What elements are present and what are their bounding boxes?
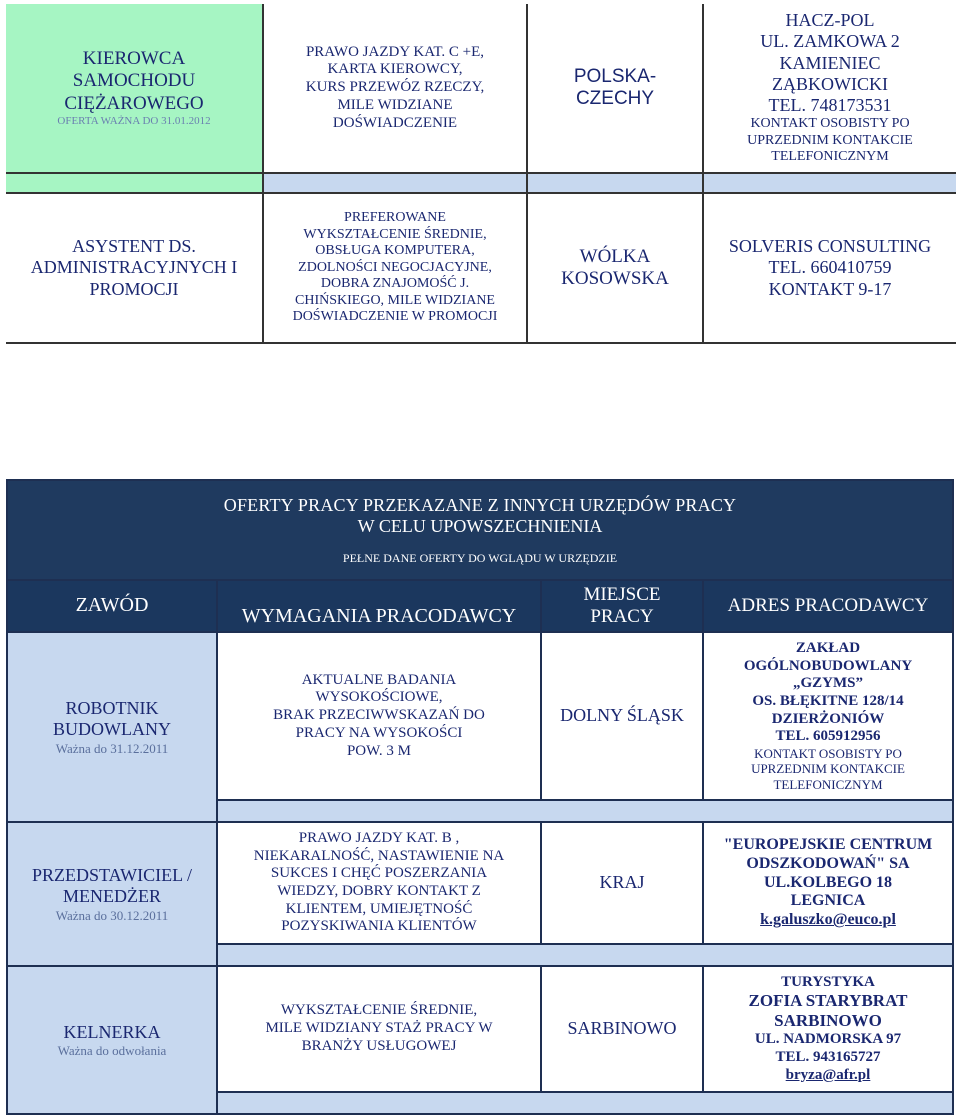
- contact-line: ZAKŁAD: [795, 639, 861, 656]
- table-row-address: [704, 967, 952, 1091]
- requirement-line: BRANŻY USŁUGOWEJ: [301, 1037, 457, 1054]
- spacer-row: [6, 174, 262, 192]
- requirement-line: KLIENTEM, UMIEJĘTNOŚĆ: [285, 900, 473, 917]
- contact-line: KONTAKT 9-17: [768, 278, 892, 299]
- requirement-line: WYSOKOŚCIOWE,: [315, 689, 443, 706]
- validity-date: Ważna do 31.12.2011: [55, 740, 169, 756]
- transferred-offers-table: [6, 479, 954, 1115]
- table-row-occupation: [8, 823, 216, 965]
- contact-line: UL. NADMORSKA 97: [754, 1031, 902, 1048]
- row-spacer: [218, 801, 952, 821]
- table-row-requirements: [218, 633, 540, 799]
- offer-title-line: SAMOCHODU: [72, 70, 196, 92]
- location-value: SARBINOWO: [567, 1018, 677, 1039]
- location-value: KRAJ: [599, 872, 645, 893]
- requirement-line: WYKSZTAŁCENIE ŚREDNIE,: [303, 226, 487, 242]
- validity-date: Ważna do odwołania: [57, 1042, 167, 1058]
- requirement-line: MILE WIDZIANE: [337, 96, 453, 113]
- contact-note-line: UPRZEDNIM KONTAKCIE: [751, 761, 905, 777]
- table-row-address: [704, 633, 952, 799]
- occupation-title: KELNERKA: [63, 1021, 161, 1042]
- row-spacer: [218, 945, 952, 965]
- validity-date: Ważna do 30.12.2011: [55, 907, 169, 923]
- offer-title-cell: [6, 194, 262, 342]
- row-spacer: [218, 1093, 952, 1113]
- contact-line: TEL. 660410759: [768, 257, 892, 278]
- table-row-location: [542, 967, 702, 1091]
- requirement-line: NIEKARALNOŚĆ, NASTAWIENIE NA: [253, 847, 505, 864]
- requirement-line: PRACY NA WYSOKOŚCI: [295, 724, 463, 741]
- requirement-line: PRAWO JAZDY KAT. C +E,: [305, 43, 485, 60]
- contact-line: KAMIENIEC: [779, 52, 881, 73]
- contact-line: TEL. 605912956: [775, 728, 881, 745]
- column-header-label: ZAWÓD: [75, 594, 149, 617]
- contact-line: LEGNICA: [790, 892, 866, 910]
- requirement-line: KURS PRZEWÓZ RZECZY,: [305, 79, 485, 96]
- contact-line: ZĄBKOWICKI: [772, 73, 888, 94]
- contact-line: TEL. 748173531: [768, 95, 892, 116]
- occupation-title: MENEDŻER: [63, 886, 161, 907]
- requirement-line: ZDOLNOŚCI NEGOCJACYJNE,: [298, 259, 492, 275]
- section-subheading: PEŁNE DANE OFERTY DO WGLĄDU W URZĘDZIE: [342, 551, 618, 566]
- contact-note-line: TELEFONICZNYM: [771, 149, 889, 165]
- offer-title-line: PROMOCJI: [89, 278, 179, 299]
- table-row-location: [542, 823, 702, 943]
- requirement-line: SUKCES I CHĘĆ POSZERZANIA: [270, 865, 488, 882]
- spacer-row: [264, 174, 526, 192]
- contact-note-line: KONTAKT OSOBISTY PO: [754, 746, 902, 762]
- offer-location-cell: [528, 4, 702, 172]
- table-row-occupation: [8, 633, 216, 821]
- column-header-label: PRACY: [590, 606, 654, 627]
- occupation-title: ROBOTNIK: [65, 698, 159, 719]
- section-heading-line: OFERTY PRACY PRZEKAZANE Z INNYCH URZĘDÓW PRACY: [223, 494, 737, 515]
- email-link[interactable]: bryza@afr.pl: [785, 1066, 871, 1083]
- spacer-row: [704, 174, 956, 192]
- column-header-label: MIEJSCE: [583, 583, 661, 605]
- contact-line: UL.KOLBEGO 18: [763, 873, 893, 891]
- column-header-label: WYMAGANIA PRACODAWCY: [241, 605, 517, 628]
- requirement-line: PRAWO JAZDY KAT. B ,: [298, 829, 460, 846]
- column-header-location: [542, 581, 702, 631]
- offer-requirements-cell: [264, 194, 526, 342]
- top-offers-table: [6, 4, 956, 344]
- contact-line: ZOFIA STARYBRAT: [748, 991, 908, 1011]
- column-header-requirements: [218, 581, 540, 631]
- requirement-line: PREFEROWANE: [344, 210, 446, 226]
- contact-note-line: UPRZEDNIM KONTAKCIE: [747, 132, 913, 148]
- section-header: [8, 481, 952, 579]
- location-line: KOSOWSKA: [561, 268, 669, 289]
- section-heading-line: W CELU UPOWSZECHNIENIA: [357, 515, 603, 536]
- contact-line: TEL. 943165727: [775, 1049, 881, 1066]
- requirement-line: DOŚWIADCZENIE: [332, 114, 458, 131]
- requirement-line: POZYSKIWANIA KLIENTÓW: [281, 918, 477, 935]
- requirement-line: KARTA KIEROWCY,: [327, 61, 463, 78]
- offer-title-line: ASYSTENT DS.: [72, 236, 196, 257]
- location-line: WÓLKA: [579, 245, 651, 267]
- contact-line: "EUROPEJSKIE CENTRUM: [723, 835, 933, 853]
- requirement-line: WYKSZTAŁCENIE ŚREDNIE,: [280, 1002, 478, 1019]
- offer-validity: OFERTA WAŻNA DO 31.01.2012: [57, 115, 211, 128]
- requirement-line: MILE WIDZIANY STAŻ PRACY W: [265, 1020, 493, 1037]
- contact-line: OGÓLNOBUDOWLANY: [743, 657, 913, 674]
- table-row-address: [704, 823, 952, 943]
- spacer-row: [528, 174, 702, 192]
- requirement-line: DOBRA ZNAJOMOŚĆ J.: [320, 276, 470, 292]
- column-header-address: [704, 581, 952, 631]
- table-row-requirements: [218, 823, 540, 943]
- contact-note-line: KONTAKT OSOBISTY PO: [750, 116, 910, 132]
- contact-line: SOLVERIS CONSULTING: [728, 236, 932, 257]
- occupation-title: PRZEDSTAWICIEL /: [32, 865, 192, 886]
- requirement-line: WIEDZY, DOBRY KONTAKT Z: [277, 883, 481, 899]
- requirement-line: POW. 3 M: [346, 742, 412, 759]
- contact-line: UL. ZAMKOWA 2: [760, 31, 900, 52]
- requirement-line: OBSŁUGA KOMPUTERA,: [315, 243, 475, 259]
- requirement-line: AKTUALNE BADANIA: [301, 671, 457, 688]
- location-value: DOLNY ŚLĄSK: [560, 705, 684, 726]
- email-link[interactable]: k.galuszko@euco.pl: [760, 911, 896, 929]
- location-line: CZECHY: [575, 88, 655, 109]
- table-row-location: [542, 633, 702, 799]
- table-row-requirements: [218, 967, 540, 1091]
- column-header-occupation: [8, 581, 216, 631]
- contact-line: TURYSTYKA: [781, 973, 875, 990]
- contact-note-line: TELEFONICZNYM: [773, 776, 883, 792]
- requirement-line: CHIŃSKIEGO, MILE WIDZIANE: [295, 292, 495, 308]
- offer-title-line: CIĘŻAROWEGO: [64, 92, 204, 114]
- offer-contact-cell: [704, 4, 956, 172]
- table-row-occupation: [8, 967, 216, 1113]
- contact-line: DZIERŻONIÓW: [771, 710, 885, 727]
- requirement-line: BRAK PRZECIWWSKAZAŃ DO: [273, 707, 485, 724]
- offer-location-cell: [528, 194, 702, 342]
- contact-line: „GZYMS”: [792, 675, 863, 692]
- contact-line: HACZ-POL: [785, 10, 875, 31]
- location-line: POLSKA-: [573, 65, 657, 87]
- offer-title-cell: [6, 4, 262, 172]
- contact-line: OS. BŁĘKITNE 128/14: [752, 693, 904, 709]
- contact-line: SARBINOWO: [774, 1011, 882, 1031]
- contact-line: ODSZKODOWAŃ" SA: [746, 854, 910, 872]
- offer-contact-cell: [704, 194, 956, 342]
- offer-requirements-cell: [264, 4, 526, 172]
- offer-title-line: ADMINISTRACYJNYCH I: [30, 257, 238, 278]
- requirement-line: DOŚWIADCZENIE W PROMOCJI: [292, 309, 498, 325]
- offer-title-line: KIEROWCA: [82, 47, 186, 69]
- occupation-title: BUDOWLANY: [53, 719, 171, 740]
- column-header-label: ADRES PRACODAWCY: [727, 594, 929, 616]
